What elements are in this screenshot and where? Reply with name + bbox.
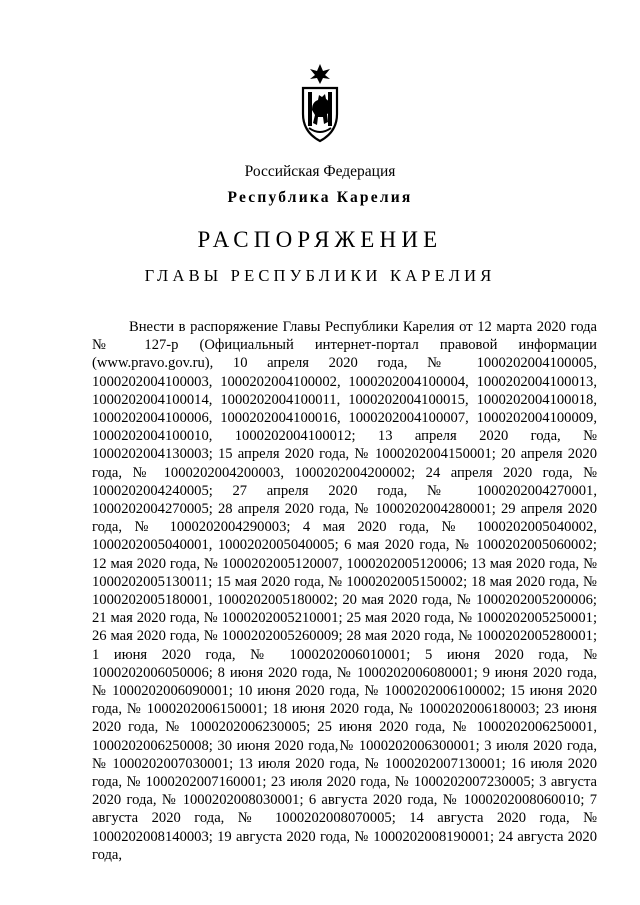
document-type-title: РАСПОРЯЖЕНИЕ [197, 227, 443, 252]
document-issuer: ГЛАВЫ РЕСПУБЛИКИ КАРЕЛИЯ [144, 266, 496, 285]
country-name: Российская Федерация [244, 163, 396, 180]
karelia-coat-of-arms-icon [297, 62, 343, 144]
republic-name: Республика Карелия [227, 189, 413, 206]
body-paragraph: Внести в распоряжение Главы Республики Карелия от 12 марта 2020 года № 127-р (Официальный интернет-портал правовой информации (www.pravo.gov.ru), 10 апреля 2020 года, № 1000202004100005, 1000202004100003, 1000202004100002, 1000202004100004, 1000202004100013, 1000202004100014, 1000202004100011, 1000202004100015, 1000202004100018, 1000202004100006, 1000202004100016, 1000202004100007, 1000202004100009, 1000202004100010, 1000202004100012; 13 апреля 2020 года, № 1000202004130003; 15 апреля 2020 года, № 1000202004150001; 20 апреля 2020 года, № 1000202004200003, 1000202004200002; 24 апреля 2020 года, № 1000202004240005; 27 апреля 2020 года, № 1000202004270001, 1000202004270005; 28 апреля 2020 года, № 1000202004280001; 29 апреля 2020 года, № 1000202004290003; 4 мая 2020 года, № 1000202005040002, 1000202005040001, 1000202005040005; 6 мая 2020 года, № 1000202005060002; 12 мая 2020 года, № 1000202005120007, 1000202005120006; 13 мая 2020 года, № 1000202005130011; 15 мая 2020 года, № 1000202005150002; 18 мая 2020 года, № 1000202005180001, 1000202005180002; 20 мая 2020 года, № 1000202005200006; 21 мая 2020 года, № 1000202005210001; 25 мая 2020 года, № 1000202005250001; 26 мая 2020 года, № 1000202005260009; 28 мая 2020 года, № 1000202005280001; 1 июня 2020 года, № 1000202006010001; 5 июня 2020 года, № 1000202006050006; 8 июня 2020 года, № 1000202006080001; 9 июня 2020 года, № 1000202006090001; 10 июня 2020 года, № 1000202006100002; 15 июня 2020 года, № 1000202006150001; 18 июня 2020 года, № 1000202006180003; 23 июня 2020 года, № 1000202006230005; 25 июня 2020 года, № 1000202006250001, 1000202006250008; 30 июня 2020 года,№ 1000202006300001; 3 июля 2020 года, № 1000202007030001; 13 июля 2020 года, № 1000202007130001; 16 июля 2020 года, № 1000202007160001; 23 июля 2020 года, № 1000202007230005; 3 августа 2020 года, № 1000202008030001; 6 августа 2020 года, № 1000202008060010; 7 августа 2020 года, № 1000202008070005; 14 августа 2020 года, № 1000202008140003; 19 августа 2020 года, № 1000202008190001; 24 августа 2020 года, [92, 319, 597, 863]
